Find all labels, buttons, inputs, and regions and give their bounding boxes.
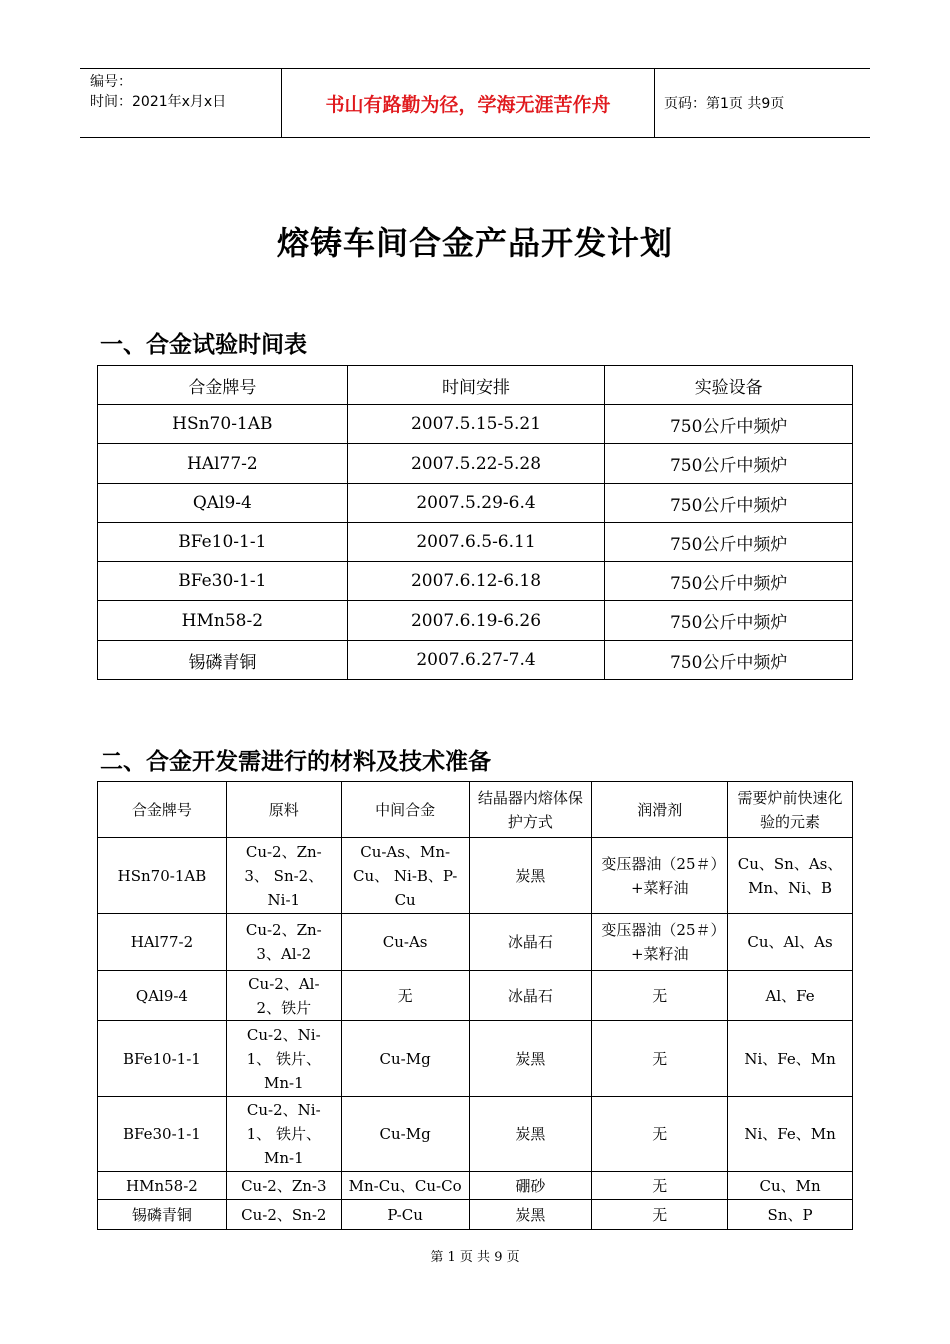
table-cell: 2007.6.27-7.4 [347, 641, 605, 680]
table-cell: Ni、Fe、Mn [728, 1097, 853, 1172]
table-cell: Cu-2、Al-2、铁片 [226, 971, 341, 1021]
table-cell: HSn70-1AB [98, 838, 227, 914]
table-cell: HAl77-2 [98, 444, 348, 484]
table-cell: BFe30-1-1 [98, 1097, 227, 1172]
table-cell: 750公斤中频炉 [605, 601, 853, 641]
table-cell: Cu-2、Zn-3、Al-2 [226, 914, 341, 971]
table-cell: HSn70-1AB [98, 405, 348, 444]
table-cell: 2007.6.12-6.18 [347, 562, 605, 601]
table-row [98, 405, 853, 444]
table-cell: 750公斤中频炉 [605, 523, 853, 562]
table-cell: 无 [592, 1172, 728, 1200]
table-cell: Ni、Fe、Mn [728, 1021, 853, 1097]
table-cell: 2007.6.5-6.11 [347, 523, 605, 562]
table-cell: Cu、Mn [728, 1172, 853, 1200]
table-cell: Cu-2、Ni-1、 铁片、Mn-1 [226, 1021, 341, 1097]
column-header: 合金牌号 [98, 366, 348, 405]
doc-code-label: 编号： [90, 74, 132, 90]
table-cell: 2007.5.22-5.28 [347, 444, 605, 484]
table-cell: Cu-As、Mn-Cu、 Ni-B、P-Cu [341, 838, 469, 914]
table-cell: 炭黑 [469, 838, 592, 914]
header-divider [654, 69, 655, 137]
column-header: 合金牌号 [98, 782, 227, 838]
table-cell: Al、Fe [728, 971, 853, 1021]
column-header: 润滑剂 [592, 782, 728, 838]
table-cell: 硼砂 [469, 1172, 592, 1200]
table-row [98, 562, 853, 601]
table-cell: QAl9-4 [98, 484, 348, 523]
table-cell: 750公斤中频炉 [605, 444, 853, 484]
table-cell: 变压器油（25＃）+菜籽油 [592, 914, 728, 971]
table-cell: 750公斤中频炉 [605, 562, 853, 601]
header-motto: 书山有路勤为径，学海无涯苦作舟 [325, 93, 611, 116]
header-page-info: 页码：第1页 共9页 [664, 96, 785, 112]
table-cell: QAl9-4 [98, 971, 227, 1021]
table-cell: Cu、Sn、As、Mn、Ni、B [728, 838, 853, 914]
table-cell: Cu-Mg [341, 1097, 469, 1172]
table-cell: BFe10-1-1 [98, 1021, 227, 1097]
table-cell: 变压器油（25＃）+菜籽油 [592, 838, 728, 914]
column-header: 时间安排 [347, 366, 605, 405]
table-cell: Cu、Al、As [728, 914, 853, 971]
table-cell: 冰晶石 [469, 914, 592, 971]
table-cell: P-Cu [341, 1200, 469, 1230]
column-header: 中间合金 [341, 782, 469, 838]
table-cell: 无 [592, 1021, 728, 1097]
table-cell: HMn58-2 [98, 1172, 227, 1200]
page-title: 熔铸车间合金产品开发计划 [276, 224, 673, 262]
table-cell: 锡磷青铜 [98, 641, 348, 680]
table-cell: Sn、P [728, 1200, 853, 1230]
table-cell: 炭黑 [469, 1097, 592, 1172]
page-footer: 第 1 页 共 9 页 [430, 1250, 520, 1265]
section-heading-schedule: 一、合金试验时间表 [100, 332, 307, 358]
table-cell: 冰晶石 [469, 971, 592, 1021]
table-header-row [98, 366, 853, 405]
table-row [98, 641, 853, 680]
table-cell: 2007.6.19-6.26 [347, 601, 605, 641]
column-header: 实验设备 [605, 366, 853, 405]
table-cell: BFe30-1-1 [98, 562, 348, 601]
table-cell: 750公斤中频炉 [605, 405, 853, 444]
preparation-table [97, 781, 853, 1230]
table-cell: 炭黑 [469, 1021, 592, 1097]
section-heading-preparation: 二、合金开发需进行的材料及技术准备 [100, 749, 491, 775]
table-row [98, 484, 853, 523]
table-cell: Cu-2、Zn-3 [226, 1172, 341, 1200]
table-row [98, 1097, 853, 1172]
table-cell: 无 [592, 1200, 728, 1230]
table-cell: BFe10-1-1 [98, 523, 348, 562]
column-header: 原料 [226, 782, 341, 838]
table-cell: Mn-Cu、Cu-Co [341, 1172, 469, 1200]
table-cell: 2007.5.15-5.21 [347, 405, 605, 444]
table-cell: Cu-Mg [341, 1021, 469, 1097]
table-row [98, 1200, 853, 1230]
table-cell: 750公斤中频炉 [605, 641, 853, 680]
table-cell: HMn58-2 [98, 601, 348, 641]
table-cell: 无 [592, 971, 728, 1021]
column-header: 结晶器内熔体保护方式 [469, 782, 592, 838]
table-row [98, 523, 853, 562]
table-row [98, 914, 853, 971]
schedule-table [97, 365, 853, 680]
table-cell: 2007.5.29-6.4 [347, 484, 605, 523]
table-cell: Cu-2、Sn-2 [226, 1200, 341, 1230]
table-cell: Cu-2、Zn-3、 Sn-2、Ni-1 [226, 838, 341, 914]
table-cell: 750公斤中频炉 [605, 484, 853, 523]
table-cell: 无 [341, 971, 469, 1021]
header-meta [90, 72, 226, 112]
table-cell: Cu-As [341, 914, 469, 971]
table-row [98, 971, 853, 1021]
table-row [98, 1172, 853, 1200]
table-header-row [98, 782, 853, 838]
table-row [98, 444, 853, 484]
table-row [98, 601, 853, 641]
table-cell: Cu-2、Ni-1、 铁片、Mn-1 [226, 1097, 341, 1172]
table-cell: 炭黑 [469, 1200, 592, 1230]
table-cell: 锡磷青铜 [98, 1200, 227, 1230]
table-cell: 无 [592, 1097, 728, 1172]
doc-date: 时间：2021年x月x日 [90, 94, 227, 110]
page-header [80, 68, 870, 138]
table-row [98, 838, 853, 914]
table-row [98, 1021, 853, 1097]
column-header: 需要炉前快速化验的元素 [728, 782, 853, 838]
table-cell: HAl77-2 [98, 914, 227, 971]
